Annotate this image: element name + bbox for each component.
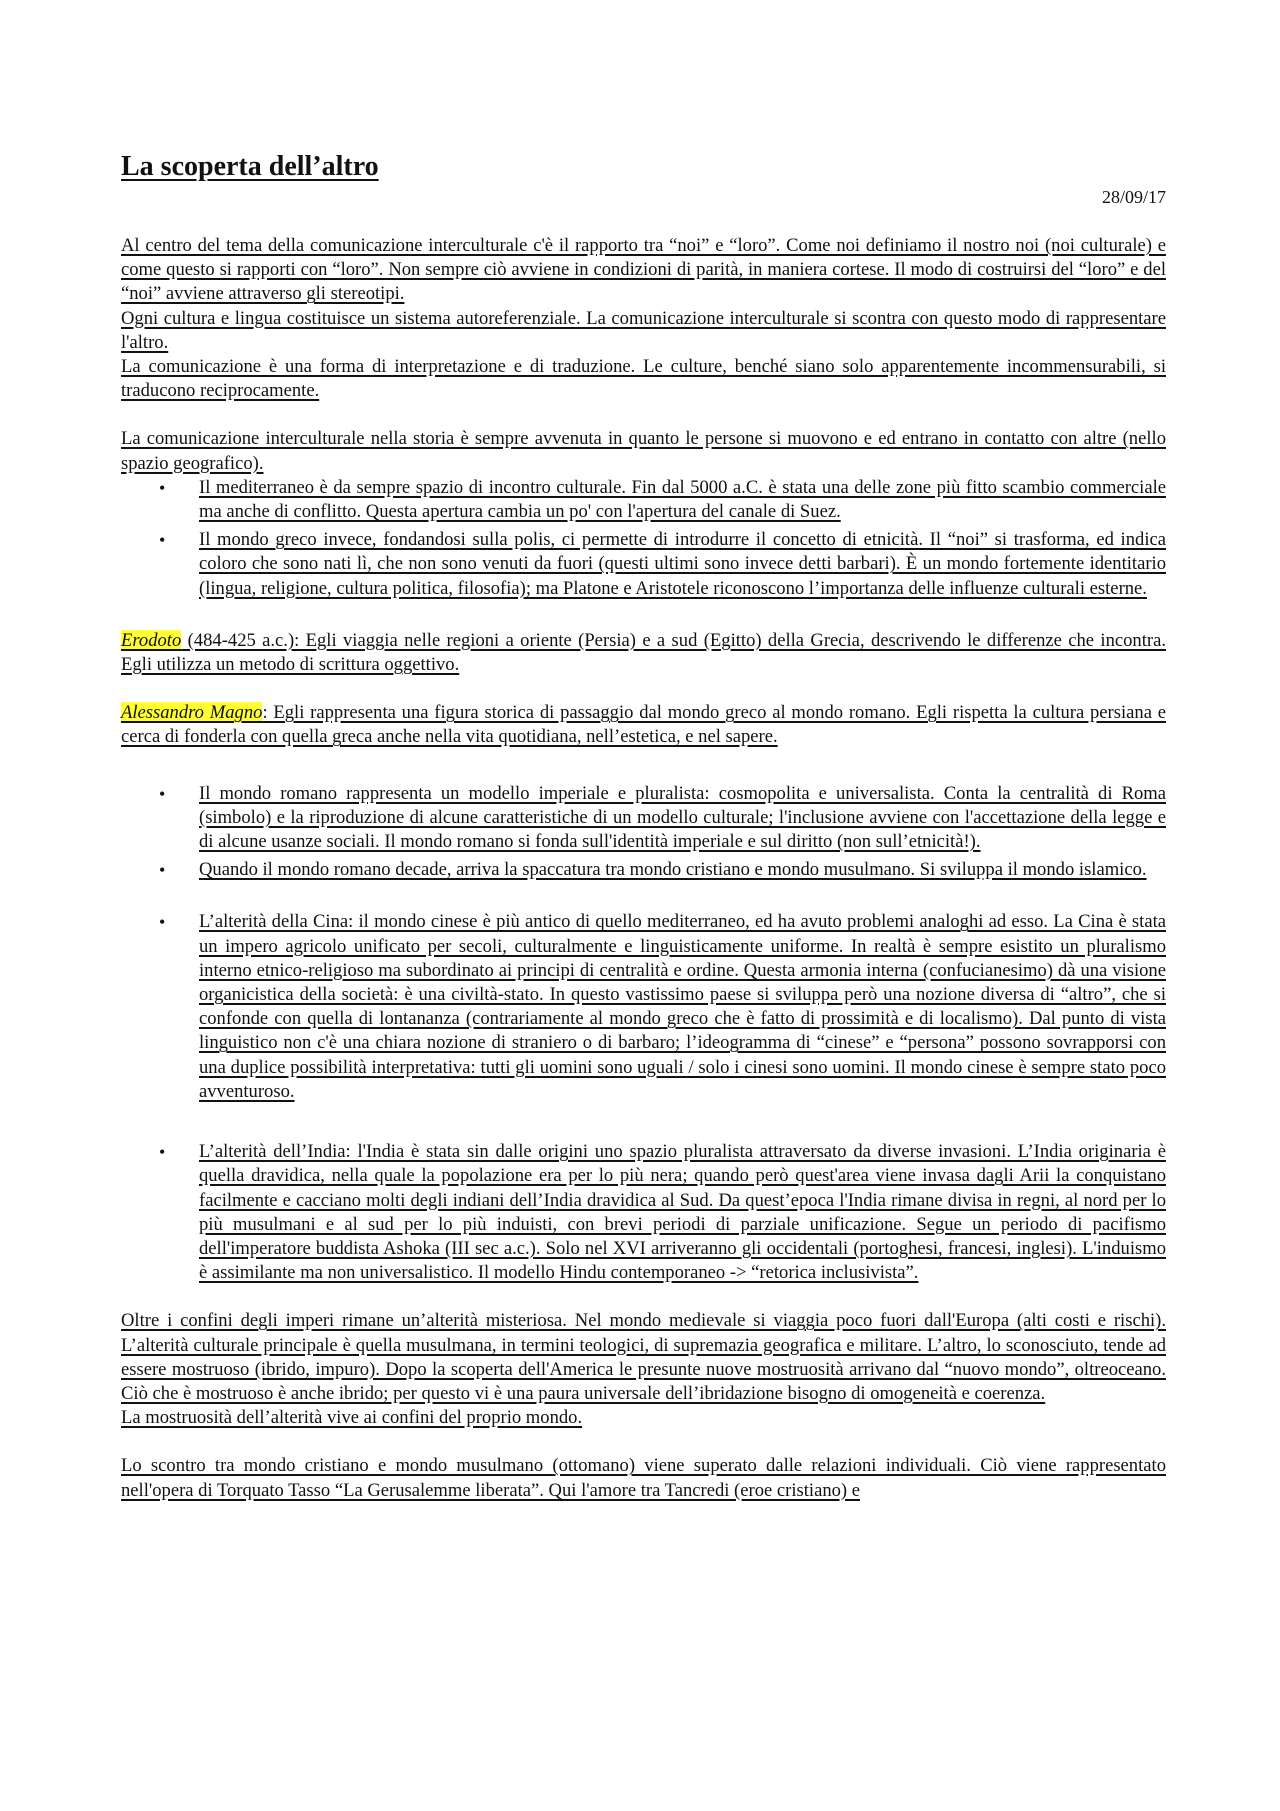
list-item (121, 476, 1166, 524)
document-date: 28/09/17 (1101, 187, 1166, 207)
paragraph-tasso: Lo scontro tra mondo cristiano e mondo musulmano (ottomano) viene superato dalle relazioni individuali. Ciò viene rappresentato nell'opera di Torquato Tasso “La Gerusalemme liberata”. Qui l'amore tra Tancredi (eroe cristiano) e (121, 1455, 1166, 1501)
paragraph-mostruosita: La mostruosità dell’alterità vive ai confini del proprio mondo. (121, 1407, 583, 1429)
erodoto-text: (484-425 a.c.): Egli viaggia nelle regioni a oriente (Persia) e a sud (Egitto) della Grecia, descrivendo le differenze che incontra. Egli utilizza un metodo di scrittura oggettivo. (121, 629, 1166, 676)
bullet-list-india (121, 1140, 1166, 1285)
document-title: La scoperta dell’altro (121, 151, 379, 182)
list-item (121, 858, 1166, 882)
list-item (121, 528, 1166, 601)
bullet-icon: • (159, 1142, 166, 1163)
list-item-text: L’alterità dell’India: l'India è stata sin dalle origini uno spazio pluralista attraversato da diverse invasioni. L’India originaria è quella dravidica, nella quale la popolazione era per lo più nera; quando però quest'area viene invasa dagli Arii la conquistano facilmente e cacciano molti degli indiani dell’India dravidica al Sud. Da quest’epoca l'India rimane divisa in regni, al nord per lo più musulmani e al sud per lo più induisti, con brevi periodi di parziale unificazione. Segue un periodo di pacifismo dell'imperatore buddista Ashoka (III sec a.c.). Solo nel XVI arriveranno gli occidentali (portoghesi, francesi, inglesi). L'induismo è assimilante ma non universalistico. Il modello Hindu contemporaneo -> “retorica inclusivista”. (199, 1141, 1166, 1284)
bullet-icon: • (159, 783, 166, 804)
list-item-text: L’alterità della Cina: il mondo cinese è più antico di quello mediterraneo, ed ha avuto problemi analoghi ad esso. La Cina è stata un impero agricolo unificato per secoli, culturalmente e linguisticamente uniforme. In realtà è sempre esistito un pluralismo interno etnico-religioso ma subordinato ai principi di centralità e ordine. Questa armonia interna (confucianesimo) dà una visione organicistica della società: è una civiltà-stato. In questo vastissimo paese si sviluppa però una nozione diversa di “altro”, che si confonde con quella di lontananza (contrariamente al mondo greco che è fatto di prossimità e di localismo). Dal punto di vista linguistico non c'è una chiara nozione di straniero o di barbaro; l’ideogramma di “cinese” e “persona” possono sovrapporsi con una duplice possibilità interpretativa: tutti gli uomini sono uguali / solo i cinesi sono uomini. Il mondo cinese è sempre stato poco avventuroso. (199, 911, 1166, 1102)
list-item (121, 782, 1166, 855)
paragraph-autoreferenziale: Ogni cultura e lingua costituisce un sistema autoreferenziale. La comunicazione interculturale si scontra con questo modo di rappresentare l'altro. (121, 307, 1166, 353)
list-item-text: Il mondo greco invece, fondandosi sulla polis, ci permette di introdurre il concetto di etnicità. Il “noi” si trasforma, ed indica coloro che sono nati lì, che non sono venuti da fuori (questi ultimi sono invece detti barbari). È un mondo fortemente identitario (lingua, religione, cultura politica, filosofia); ma Platone e Aristotele riconoscono l’importanza delle influenze culturali esterne. (199, 529, 1166, 599)
bullet-icon: • (159, 477, 166, 498)
bullet-icon: • (159, 860, 166, 881)
paragraph-storia: La comunicazione interculturale nella storia è sempre avvenuta in quanto le persone si muovono e ed entrano in contatto con altre (nello spazio geografico). (121, 428, 1166, 474)
list-item-text: Il mondo romano rappresenta un modello imperiale e pluralista: cosmopolita e universalista. Conta la centralità di Roma (simbolo) e la riproduzione di alcune caratteristiche di un modello culturale; l'inclusione avviene con l'accettazione della legge e di alcune usanze sociali. Il mondo romano si fonda sull'identità imperiale e sul diritto (non sull’etnicità!). (199, 782, 1166, 853)
bullet-list-cina (121, 910, 1166, 1104)
bullet-icon: • (159, 530, 166, 551)
list-item (121, 910, 1166, 1104)
highlight-alessandro: Alessandro Magno (121, 702, 263, 724)
highlight-erodoto: Erodoto (121, 629, 182, 651)
bullet-list-roma (121, 782, 1166, 883)
list-item (121, 1140, 1166, 1285)
paragraph-traduzione: La comunicazione è una forma di interpretazione e di traduzione. Le culture, benché siano solo apparentemente incommensurabili, si traducono reciprocamente. (121, 356, 1166, 402)
alessandro-text: : Egli rappresenta una figura storica di passaggio dal mondo greco al mondo romano. Egli rispetta la cultura persiana e cerca di fonderla con quella greca anche nella vita quotidiana, nell’estetica, e nel sapere. (121, 702, 1166, 748)
paragraph-alessandro (121, 701, 1166, 749)
paragraph-medioevo: Oltre i confini degli imperi rimane un’alterità misteriosa. Nel mondo medievale si viaggia poco fuori dall'Europa (alti costi e rischi). L’alterità culturale principale è quella musulmana, in termini teologici, di supremazia geografica e militare. L’altro, lo sconosciuto, tende ad essere mostruoso (ibrido, impuro). Dopo la scoperta dell'America le presunte nuove mostruosità arrivano dal “nuovo mondo”, oltreoceano. Ciò che è mostruoso è anche ibrido; per questo vi è una paura universale dell’ibridazione bisogno di omogeneità e coerenza. (121, 1310, 1166, 1404)
bullet-icon: • (159, 912, 166, 933)
paragraph-erodoto (121, 629, 1166, 677)
paragraph-intro: Al centro del tema della comunicazione interculturale c'è il rapporto tra “noi” e “loro”. Come noi definiamo il nostro noi (noi culturale) e come questo si rapporti con “loro”. Non sempre ciò avviene in condizioni di parità, in maniera cortese. Il modo di costruirsi del “loro” e del “noi” avviene attraverso gli stereotipi. (121, 235, 1166, 305)
list-item-text: Il mediterraneo è da sempre spazio di incontro culturale. Fin dal 5000 a.C. è stata una delle zone più fitto scambio commerciale ma anche di conflitto. Questa apertura cambia un po' con l'apertura del canale di Suez. (199, 476, 1166, 523)
document-page (121, 150, 1166, 1503)
list-item-text: Quando il mondo romano decade, arriva la spaccatura tra mondo cristiano e mondo musulmano. Si sviluppa il mondo islamico. (199, 859, 1147, 881)
bullet-list-mediterraneo (121, 476, 1166, 601)
